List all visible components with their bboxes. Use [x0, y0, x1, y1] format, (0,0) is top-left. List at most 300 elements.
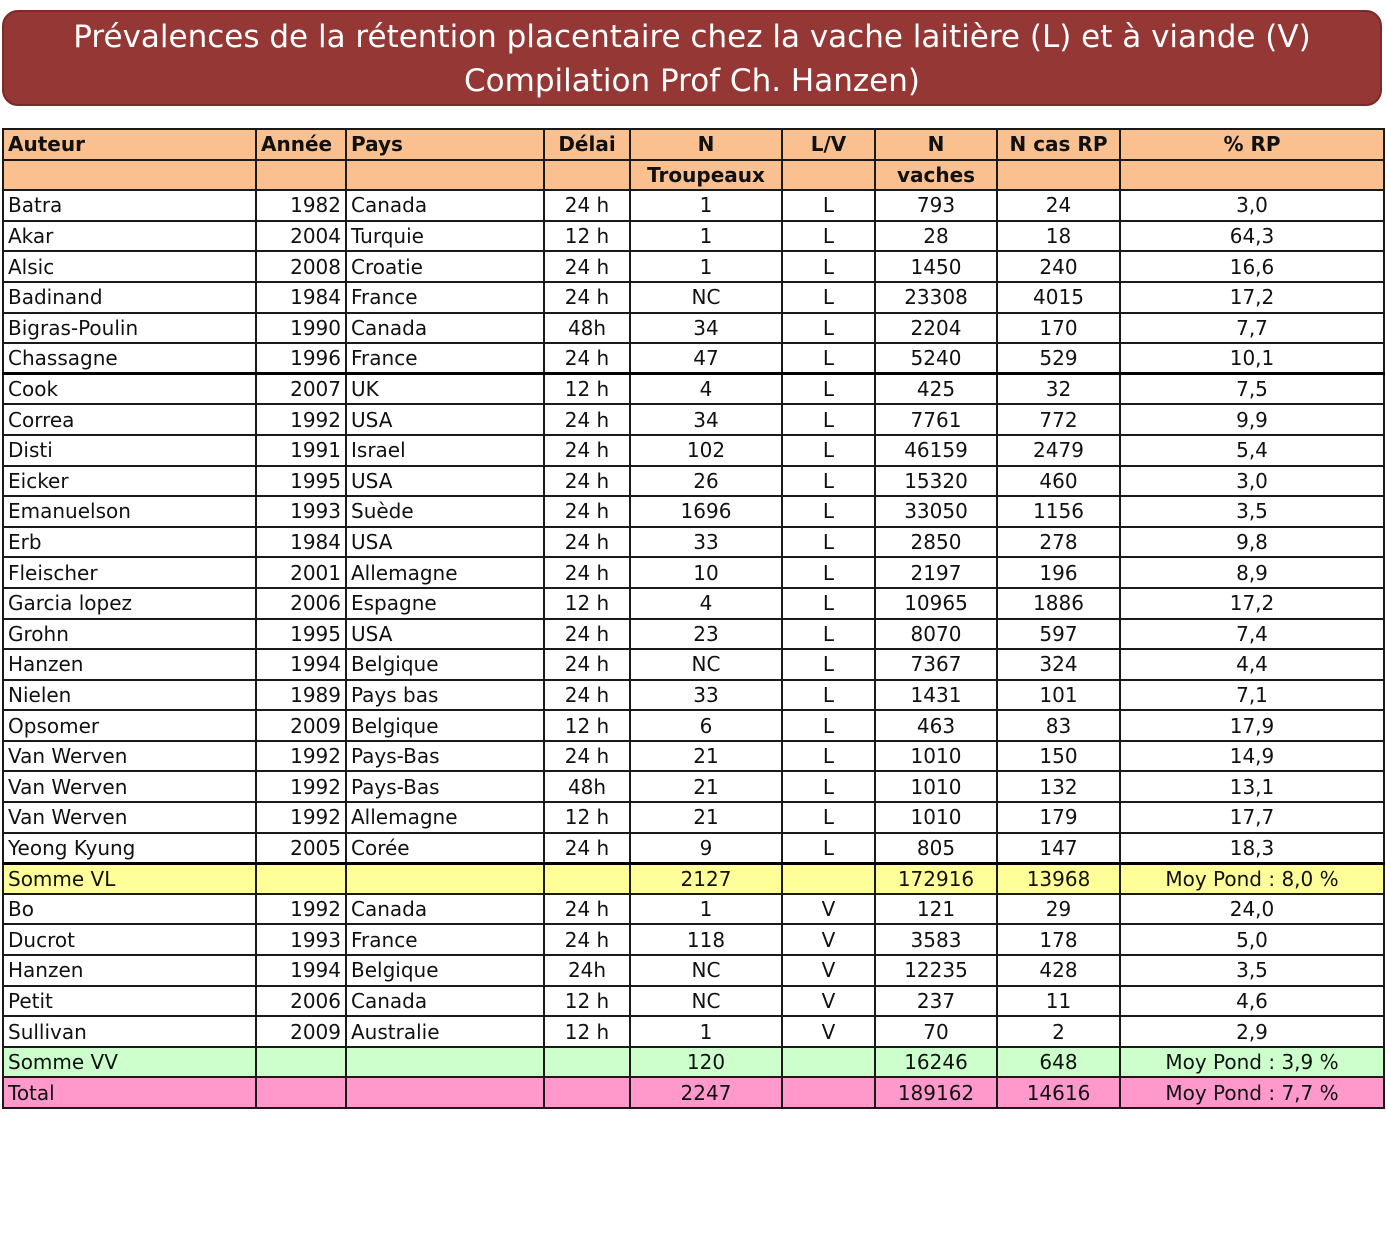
- table-row: [3, 251, 1384, 282]
- cell-annee: [256, 863, 346, 894]
- table-row: [3, 221, 1384, 252]
- cell-n-vaches: 5240: [875, 343, 997, 374]
- table-row: [3, 190, 1384, 221]
- cell-pays: Canada: [346, 894, 544, 925]
- cell-auteur: Somme VL: [3, 863, 256, 894]
- cell-n-cas-rp: 2479: [997, 435, 1120, 466]
- cell-lv: L: [782, 343, 875, 374]
- cell-annee: 1989: [256, 680, 346, 711]
- cell-delai: 24 h: [544, 619, 630, 650]
- cell-n-vaches: 1010: [875, 802, 997, 833]
- cell-lv: L: [782, 190, 875, 221]
- cell-pays: [346, 863, 544, 894]
- table-row: [3, 894, 1384, 925]
- cell-annee: 1984: [256, 527, 346, 558]
- cell-n-vaches: 121: [875, 894, 997, 925]
- cell-annee: 2009: [256, 1016, 346, 1047]
- cell-n-vaches: 172916: [875, 863, 997, 894]
- cell-delai: 24 h: [544, 404, 630, 435]
- cell-auteur: Emanuelson: [3, 496, 256, 527]
- cell-n-cas-rp: N cas RP: [997, 129, 1120, 160]
- cell-pays: Canada: [346, 986, 544, 1017]
- cell-n-troupeaux: 118: [630, 924, 782, 955]
- cell-n-vaches: 1431: [875, 680, 997, 711]
- cell-lv: L: [782, 649, 875, 680]
- table-row: [3, 986, 1384, 1017]
- table-row: [3, 771, 1384, 802]
- cell-n-vaches: 46159: [875, 435, 997, 466]
- cell-n-cas-rp: 170: [997, 313, 1120, 344]
- cell-pays: Israel: [346, 435, 544, 466]
- cell-n-vaches: N: [875, 129, 997, 160]
- cell-auteur: Hanzen: [3, 955, 256, 986]
- cell-auteur: Alsic: [3, 251, 256, 282]
- cell-n-troupeaux: 10: [630, 557, 782, 588]
- cell-pays: Belgique: [346, 649, 544, 680]
- cell-auteur: Disti: [3, 435, 256, 466]
- cell-pays: Allemagne: [346, 557, 544, 588]
- cell-pays: Espagne: [346, 588, 544, 619]
- cell-pct-rp: 4,4: [1120, 649, 1384, 680]
- cell-n-troupeaux: 34: [630, 404, 782, 435]
- cell-annee: 1994: [256, 955, 346, 986]
- table-row: [3, 588, 1384, 619]
- cell-n-troupeaux: 1: [630, 894, 782, 925]
- cell-annee: 2007: [256, 374, 346, 405]
- cell-lv: V: [782, 986, 875, 1017]
- cell-auteur: Cook: [3, 374, 256, 405]
- cell-delai: [544, 1077, 630, 1108]
- cell-n-cas-rp: 179: [997, 802, 1120, 833]
- cell-pct-rp: 14,9: [1120, 741, 1384, 772]
- cell-n-troupeaux: NC: [630, 282, 782, 313]
- cell-pct-rp: 8,9: [1120, 557, 1384, 588]
- cell-n-cas-rp: [997, 160, 1120, 191]
- cell-annee: 1992: [256, 894, 346, 925]
- cell-pct-rp: 18,3: [1120, 833, 1384, 864]
- cell-delai: 12 h: [544, 1016, 630, 1047]
- cell-auteur: Nielen: [3, 680, 256, 711]
- cell-lv: L: [782, 313, 875, 344]
- cell-annee: 2006: [256, 588, 346, 619]
- table-row: [3, 435, 1384, 466]
- table-row: [3, 404, 1384, 435]
- cell-annee: 2009: [256, 710, 346, 741]
- cell-pct-rp: 24,0: [1120, 894, 1384, 925]
- table-row: [3, 741, 1384, 772]
- cell-annee: 2004: [256, 221, 346, 252]
- cell-lv: L/V: [782, 129, 875, 160]
- cell-n-vaches: 463: [875, 710, 997, 741]
- cell-lv: L: [782, 466, 875, 497]
- cell-auteur: Van Werven: [3, 771, 256, 802]
- cell-lv: L: [782, 374, 875, 405]
- cell-annee: 2006: [256, 986, 346, 1017]
- cell-auteur: Auteur: [3, 129, 256, 160]
- table-row: [3, 527, 1384, 558]
- cell-pct-rp: 17,7: [1120, 802, 1384, 833]
- cell-auteur: Bigras-Poulin: [3, 313, 256, 344]
- cell-delai: Délai: [544, 129, 630, 160]
- cell-pays: USA: [346, 527, 544, 558]
- cell-n-cas-rp: 132: [997, 771, 1120, 802]
- cell-pays: Suède: [346, 496, 544, 527]
- cell-delai: 24 h: [544, 924, 630, 955]
- cell-n-cas-rp: 29: [997, 894, 1120, 925]
- cell-pct-rp: 3,5: [1120, 496, 1384, 527]
- cell-n-cas-rp: 1156: [997, 496, 1120, 527]
- cell-delai: 24 h: [544, 527, 630, 558]
- cell-pays: [346, 1047, 544, 1078]
- cell-annee: 1995: [256, 619, 346, 650]
- cell-lv: L: [782, 833, 875, 864]
- sum-vv-row: [3, 1047, 1384, 1078]
- cell-n-cas-rp: 240: [997, 251, 1120, 282]
- cell-auteur: [3, 160, 256, 191]
- cell-lv: [782, 160, 875, 191]
- subheader-row: [3, 160, 1384, 191]
- cell-n-vaches: 70: [875, 1016, 997, 1047]
- cell-lv: L: [782, 282, 875, 313]
- cell-delai: 24 h: [544, 649, 630, 680]
- cell-pct-rp: 7,1: [1120, 680, 1384, 711]
- cell-n-troupeaux: 9: [630, 833, 782, 864]
- cell-n-vaches: 10965: [875, 588, 997, 619]
- cell-n-troupeaux: 1: [630, 190, 782, 221]
- cell-n-cas-rp: 2: [997, 1016, 1120, 1047]
- cell-auteur: Erb: [3, 527, 256, 558]
- cell-delai: 48h: [544, 313, 630, 344]
- cell-delai: [544, 160, 630, 191]
- cell-auteur: Opsomer: [3, 710, 256, 741]
- cell-lv: L: [782, 710, 875, 741]
- cell-n-vaches: 33050: [875, 496, 997, 527]
- cell-pays: [346, 1077, 544, 1108]
- cell-n-troupeaux: 21: [630, 802, 782, 833]
- cell-annee: 2005: [256, 833, 346, 864]
- cell-n-cas-rp: 101: [997, 680, 1120, 711]
- cell-n-troupeaux: 33: [630, 527, 782, 558]
- cell-auteur: Yeong Kyung: [3, 833, 256, 864]
- cell-n-troupeaux: 2127: [630, 863, 782, 894]
- table-row: [3, 710, 1384, 741]
- cell-auteur: Batra: [3, 190, 256, 221]
- cell-n-cas-rp: 196: [997, 557, 1120, 588]
- cell-n-cas-rp: 178: [997, 924, 1120, 955]
- cell-lv: L: [782, 251, 875, 282]
- cell-lv: L: [782, 435, 875, 466]
- cell-n-troupeaux: 1: [630, 221, 782, 252]
- header-row: [3, 129, 1384, 160]
- cell-pct-rp: [1120, 160, 1384, 191]
- cell-delai: 24h: [544, 955, 630, 986]
- cell-n-cas-rp: 772: [997, 404, 1120, 435]
- cell-n-cas-rp: 150: [997, 741, 1120, 772]
- cell-n-vaches: 12235: [875, 955, 997, 986]
- table-row: [3, 282, 1384, 313]
- cell-n-cas-rp: 4015: [997, 282, 1120, 313]
- cell-pays: [346, 160, 544, 191]
- cell-n-vaches: 2204: [875, 313, 997, 344]
- cell-n-cas-rp: 14616: [997, 1077, 1120, 1108]
- cell-n-troupeaux: NC: [630, 649, 782, 680]
- cell-lv: V: [782, 894, 875, 925]
- cell-auteur: Grohn: [3, 619, 256, 650]
- cell-auteur: Chassagne: [3, 343, 256, 374]
- cell-annee: 1994: [256, 649, 346, 680]
- table-row: [3, 343, 1384, 374]
- cell-lv: [782, 863, 875, 894]
- cell-lv: [782, 1077, 875, 1108]
- cell-n-troupeaux: 26: [630, 466, 782, 497]
- cell-pays: France: [346, 924, 544, 955]
- cell-n-troupeaux: 34: [630, 313, 782, 344]
- cell-pct-rp: % RP: [1120, 129, 1384, 160]
- cell-n-cas-rp: 147: [997, 833, 1120, 864]
- cell-delai: 24 h: [544, 496, 630, 527]
- cell-pct-rp: 3,5: [1120, 955, 1384, 986]
- cell-n-vaches: 2197: [875, 557, 997, 588]
- cell-auteur: Badinand: [3, 282, 256, 313]
- cell-delai: 48h: [544, 771, 630, 802]
- cell-pays: Corée: [346, 833, 544, 864]
- cell-lv: L: [782, 588, 875, 619]
- cell-n-vaches: 2850: [875, 527, 997, 558]
- cell-pays: Australie: [346, 1016, 544, 1047]
- cell-lv: L: [782, 527, 875, 558]
- cell-delai: 12 h: [544, 710, 630, 741]
- cell-pays: Pays-Bas: [346, 741, 544, 772]
- cell-n-troupeaux: 120: [630, 1047, 782, 1078]
- cell-n-vaches: 15320: [875, 466, 997, 497]
- cell-n-troupeaux: NC: [630, 986, 782, 1017]
- cell-n-cas-rp: 460: [997, 466, 1120, 497]
- cell-delai: [544, 1047, 630, 1078]
- cell-delai: 24 h: [544, 190, 630, 221]
- cell-n-cas-rp: 597: [997, 619, 1120, 650]
- cell-annee: 1996: [256, 343, 346, 374]
- cell-delai: 24 h: [544, 343, 630, 374]
- cell-delai: [544, 863, 630, 894]
- cell-pct-rp: 7,4: [1120, 619, 1384, 650]
- cell-n-vaches: 189162: [875, 1077, 997, 1108]
- cell-n-cas-rp: 18: [997, 221, 1120, 252]
- cell-n-vaches: 3583: [875, 924, 997, 955]
- cell-pct-rp: 7,5: [1120, 374, 1384, 405]
- cell-pct-rp: 16,6: [1120, 251, 1384, 282]
- cell-annee: 2008: [256, 251, 346, 282]
- cell-delai: 12 h: [544, 986, 630, 1017]
- cell-n-cas-rp: 648: [997, 1047, 1120, 1078]
- cell-lv: V: [782, 1016, 875, 1047]
- cell-pct-rp: 10,1: [1120, 343, 1384, 374]
- cell-lv: L: [782, 741, 875, 772]
- table-row: [3, 833, 1384, 864]
- cell-auteur: Van Werven: [3, 741, 256, 772]
- cell-n-cas-rp: 1886: [997, 588, 1120, 619]
- cell-pct-rp: 3,0: [1120, 190, 1384, 221]
- cell-auteur: Somme VV: [3, 1047, 256, 1078]
- cell-n-troupeaux: 4: [630, 374, 782, 405]
- cell-delai: 12 h: [544, 221, 630, 252]
- cell-n-troupeaux: NC: [630, 955, 782, 986]
- cell-auteur: Hanzen: [3, 649, 256, 680]
- cell-lv: L: [782, 619, 875, 650]
- cell-pct-rp: 7,7: [1120, 313, 1384, 344]
- cell-annee: 1982: [256, 190, 346, 221]
- cell-pct-rp: 2,9: [1120, 1016, 1384, 1047]
- cell-pays: Croatie: [346, 251, 544, 282]
- table-row: [3, 649, 1384, 680]
- table-row: [3, 1016, 1384, 1047]
- cell-annee: 1984: [256, 282, 346, 313]
- cell-n-vaches: 1010: [875, 771, 997, 802]
- cell-pays: USA: [346, 404, 544, 435]
- cell-auteur: Correa: [3, 404, 256, 435]
- cell-auteur: Total: [3, 1077, 256, 1108]
- table-row: [3, 619, 1384, 650]
- cell-n-troupeaux: 1696: [630, 496, 782, 527]
- table-row: [3, 680, 1384, 711]
- title-line-2: Compilation Prof Ch. Hanzen): [464, 63, 920, 99]
- cell-pays: UK: [346, 374, 544, 405]
- cell-n-vaches: 793: [875, 190, 997, 221]
- cell-n-troupeaux: 102: [630, 435, 782, 466]
- cell-n-troupeaux: 1: [630, 251, 782, 282]
- cell-pct-rp: Moy Pond : 7,7 %: [1120, 1077, 1384, 1108]
- cell-lv: L: [782, 221, 875, 252]
- cell-n-vaches: vaches: [875, 160, 997, 191]
- cell-annee: [256, 160, 346, 191]
- table-row: [3, 557, 1384, 588]
- cell-lv: L: [782, 557, 875, 588]
- cell-n-vaches: 16246: [875, 1047, 997, 1078]
- cell-delai: 24 h: [544, 741, 630, 772]
- cell-n-cas-rp: 428: [997, 955, 1120, 986]
- cell-pays: Turquie: [346, 221, 544, 252]
- cell-pct-rp: 5,4: [1120, 435, 1384, 466]
- cell-n-vaches: 7761: [875, 404, 997, 435]
- cell-pct-rp: 17,9: [1120, 710, 1384, 741]
- cell-n-troupeaux: 23: [630, 619, 782, 650]
- cell-auteur: Fleischer: [3, 557, 256, 588]
- cell-n-cas-rp: 278: [997, 527, 1120, 558]
- cell-pays: France: [346, 343, 544, 374]
- title-banner: [2, 10, 1382, 106]
- cell-pct-rp: Moy Pond : 8,0 %: [1120, 863, 1384, 894]
- cell-n-cas-rp: 32: [997, 374, 1120, 405]
- cell-n-vaches: 425: [875, 374, 997, 405]
- cell-n-vaches: 23308: [875, 282, 997, 313]
- cell-annee: 1993: [256, 496, 346, 527]
- cell-pays: France: [346, 282, 544, 313]
- cell-n-vaches: 7367: [875, 649, 997, 680]
- cell-n-troupeaux: 33: [630, 680, 782, 711]
- cell-n-cas-rp: 83: [997, 710, 1120, 741]
- table-row: [3, 924, 1384, 955]
- cell-annee: [256, 1077, 346, 1108]
- cell-auteur: Petit: [3, 986, 256, 1017]
- cell-n-vaches: 1450: [875, 251, 997, 282]
- cell-pays: USA: [346, 619, 544, 650]
- cell-lv: L: [782, 680, 875, 711]
- cell-pct-rp: 9,9: [1120, 404, 1384, 435]
- cell-n-troupeaux: 6: [630, 710, 782, 741]
- cell-lv: L: [782, 404, 875, 435]
- cell-n-cas-rp: 324: [997, 649, 1120, 680]
- table-row: [3, 802, 1384, 833]
- sum-vl-row: [3, 863, 1384, 894]
- cell-annee: 1992: [256, 771, 346, 802]
- cell-pays: Allemagne: [346, 802, 544, 833]
- cell-n-troupeaux: 21: [630, 741, 782, 772]
- cell-n-troupeaux: 47: [630, 343, 782, 374]
- cell-pays: Canada: [346, 313, 544, 344]
- cell-delai: 24 h: [544, 833, 630, 864]
- cell-delai: 24 h: [544, 894, 630, 925]
- cell-n-vaches: 8070: [875, 619, 997, 650]
- cell-pays: Pays bas: [346, 680, 544, 711]
- cell-n-cas-rp: 13968: [997, 863, 1120, 894]
- cell-n-cas-rp: 24: [997, 190, 1120, 221]
- cell-pct-rp: 9,8: [1120, 527, 1384, 558]
- cell-annee: Année: [256, 129, 346, 160]
- cell-n-troupeaux: 1: [630, 1016, 782, 1047]
- cell-pays: Pays-Bas: [346, 771, 544, 802]
- cell-annee: 1993: [256, 924, 346, 955]
- cell-n-troupeaux: N: [630, 129, 782, 160]
- cell-annee: [256, 1047, 346, 1078]
- prevalence-table: [2, 128, 1385, 1109]
- cell-lv: L: [782, 802, 875, 833]
- cell-n-vaches: 28: [875, 221, 997, 252]
- cell-delai: 24 h: [544, 557, 630, 588]
- cell-n-cas-rp: 11: [997, 986, 1120, 1017]
- cell-annee: 2001: [256, 557, 346, 588]
- cell-auteur: Akar: [3, 221, 256, 252]
- table-row: [3, 374, 1384, 405]
- cell-n-troupeaux: 2247: [630, 1077, 782, 1108]
- cell-annee: 1990: [256, 313, 346, 344]
- cell-lv: V: [782, 955, 875, 986]
- cell-auteur: Van Werven: [3, 802, 256, 833]
- cell-lv: [782, 1047, 875, 1078]
- cell-n-troupeaux: 21: [630, 771, 782, 802]
- total-row: [3, 1077, 1384, 1108]
- cell-delai: 24 h: [544, 466, 630, 497]
- cell-delai: 12 h: [544, 802, 630, 833]
- cell-delai: 24 h: [544, 680, 630, 711]
- cell-pays: Pays: [346, 129, 544, 160]
- cell-lv: L: [782, 771, 875, 802]
- cell-annee: 1992: [256, 741, 346, 772]
- cell-delai: 24 h: [544, 435, 630, 466]
- table-row: [3, 496, 1384, 527]
- cell-lv: L: [782, 496, 875, 527]
- cell-auteur: Bo: [3, 894, 256, 925]
- cell-delai: 12 h: [544, 588, 630, 619]
- cell-annee: 1992: [256, 404, 346, 435]
- cell-n-troupeaux: Troupeaux: [630, 160, 782, 191]
- table-row: [3, 313, 1384, 344]
- cell-delai: 24 h: [544, 282, 630, 313]
- cell-pct-rp: 64,3: [1120, 221, 1384, 252]
- cell-n-vaches: 1010: [875, 741, 997, 772]
- table-row: [3, 955, 1384, 986]
- cell-delai: 12 h: [544, 374, 630, 405]
- cell-pct-rp: 13,1: [1120, 771, 1384, 802]
- cell-pct-rp: 5,0: [1120, 924, 1384, 955]
